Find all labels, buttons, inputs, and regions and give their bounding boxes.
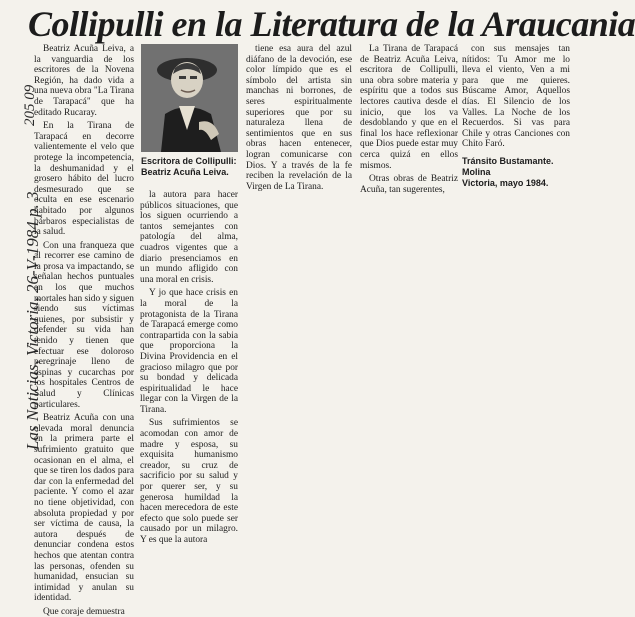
paragraph: Con una franqueza que al recorrer ese camino de la prosa va impactando, se señalan hechos puntuales en los que muchos mortales han sido y siguen siendo sus víctimas quienes, por subsistir y defender su vida han tenido y tienen que efectuar ese doloroso peregrinaje lleno de espinas y cucarchas por los hospitales Centros de Salud y Clínicas particulares.	[34, 240, 134, 410]
paragraph: con sus mensajes tan nítidos: Tu Amor me lo lleva el viento, Ven a mi para que me quieres. Búscame Amor, Aquellos días. El Silencio de los Valles. La Noche de los Recuerdos. Si vas para Chile y otras Canciones con Chito Faró.	[462, 44, 570, 150]
paragraph: Beatriz Acuña Leiva, a la vanguardia de los escritores de la Novena Región, ha dado vida a una nueva obra "La Tirana de Tarapacá" que ha editado Rucaray.	[34, 44, 134, 118]
article-column-4	[360, 44, 458, 450]
author-signature	[462, 156, 570, 189]
paragraph: tiene esa aura del azul diáfano de la devoción, ese color límpido que es el símbolo del artista sin manchas ni borrones, de seres espiritualmente superiores que por su naturaleza llena de sentimientos que en sus obras hacen entenecer, logran comunicarse con Dios. Y a través de la fe reciben la revelación de la Virgen de La Tirana.	[246, 44, 352, 192]
paragraph: Sus sufrimientos se acomodan con amor de madre y esposa, su exquisita humanismo creador, su cruz de sacrificio por su salud y por querer ser, y su generosa humildad la hacen merecedora de este efecto que solo puede ser causado por un milagro. Y es que la autora	[140, 418, 238, 545]
caption-line: Escritora de Collipulli:	[141, 156, 237, 166]
signature-author: Tránsito Bustamante.	[462, 155, 554, 166]
article-column-2	[140, 190, 238, 545]
signature-place-date: Victoria, mayo 1984.	[462, 177, 549, 188]
paragraph: La Tirana de Tarapacá de Beatriz Acuña Leiva, escritora de Collipulli, una obra sobre materia y espíritu que a todos sus lectores cautiva desde el inicio, que los va desdoblando y que en el final los hace reflexionar que Dios puede estar muy cerca quizá en ellos mismos.	[360, 44, 458, 171]
paragraph: Beatriz Acuña con una elevada moral denuncia en la primera parte el sufrimiento gratuito que ocasionan en el alma, el que se tiren los dados para dar con la enfermedad del paciente. Y como el azar no tiene objetividad, con absoluta propiedad y por ser víctima de causa, la autora después de denunciar condena estos hechos que atentan contra las personas, ofenden su humanidad, ensucian su intimidad y anulan su identidad.	[34, 413, 134, 604]
headline: Collipulli en la Literatura de la Araucania	[28, 4, 635, 44]
paragraph: la autora para hacer públicos situaciones, que los siguen ocurriendo a tantos semejantes con patología del alma, cuadros vigentes que a diario presenciamos en un mundo afligido con una moral en crisis.	[140, 190, 238, 285]
article-column-3	[246, 44, 352, 450]
paragraph: En la Tirana de Tarapacá en decorre valientemente el velo que protege la incompetencia, la deshumanidad y el grosero hábito del lucro desmesurado que se oculta en ese escenario habitado por algunos bárbaros especialistas de la salud.	[34, 121, 134, 238]
article-column-5	[462, 44, 570, 450]
author-photo	[141, 44, 238, 152]
margin-note-text: Las Noticias, Victoria, 26-V-1984 p. 3	[23, 191, 42, 450]
article-column-1	[34, 44, 134, 617]
author-portrait-image	[141, 44, 238, 152]
margin-note	[2, 120, 42, 450]
paragraph: Y jo que hace crisis en la moral de la protagonista de la Tirana de Tarapacá emerge como contrapartida con la sabia que proporciona la Divina Providencia en el gracioso milagro que por su bondad y delicada espiritualidad le hace llegar con la Virgen de la Tirana.	[140, 288, 238, 415]
photo-caption	[141, 156, 247, 178]
signature-surname: Molina	[462, 166, 491, 177]
paragraph: Que coraje demuestra	[43, 606, 125, 617]
margin-note-top	[2, 56, 38, 126]
caption-line: Beatriz Acuña Leiva.	[141, 167, 229, 177]
margin-note-top-text: 205 09	[22, 84, 38, 126]
paragraph: Otras obras de Beatriz Acuña, tan sugerentes,	[360, 174, 458, 195]
